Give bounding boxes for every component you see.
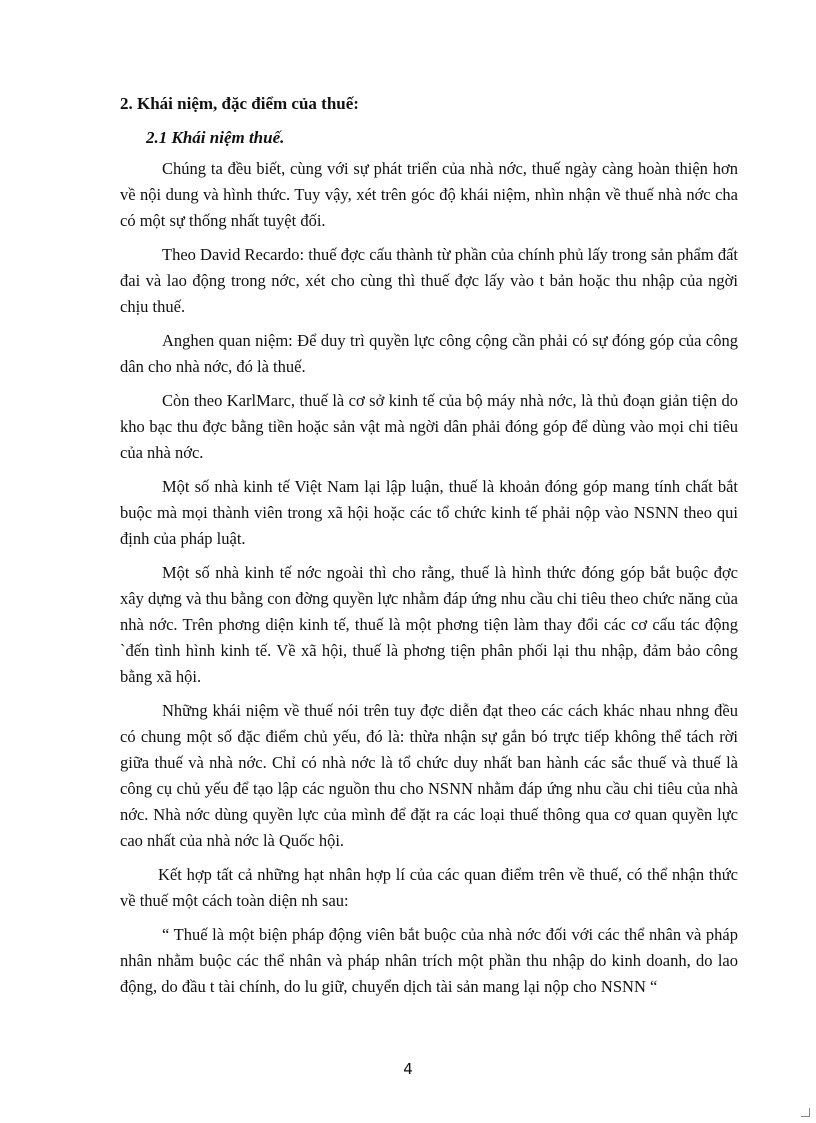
page-corner-mark xyxy=(801,1108,810,1117)
paragraph-vietnam-economists: Một số nhà kinh tế Việt Nam lại lập luận, thuế là khoản đóng góp mang tính chất bắt buộc mà mọi thành viên trong xã hội hoặc các tổ chức kinh tế phải nộp vào NSNN theo qui định của pháp luật. xyxy=(120,477,738,548)
paragraph-recardo: Theo David Recardo: thuế đợc cấu thành từ phần của chính phủ lấy trong sản phẩm đất đai và lao động trong nớc, xét cho cùng thì thuế đợc lấy vào t bản hoặc thu nhập của ngời chịu thuế. xyxy=(120,245,738,316)
paragraph-definition-quote: “ Thuế là một biện pháp động viên bắt buộc của nhà nớc đối với các thể nhân và pháp nhân nhằm buộc các thể nhân và pháp nhân trích một phần thu nhập do kinh doanh, do lao động, do đầu t tài chính, do lu giữ, chuyển dịch tài sản mang lại nộp cho NSNN “ xyxy=(120,925,738,996)
subsection-heading: 2.1 Khái niệm thuế. xyxy=(146,128,285,147)
paragraph-karlmarc: Còn theo KarlMarc, thuế là cơ sở kinh tế của bộ máy nhà nớc, là thủ đoạn giản tiện do kho bạc thu đợc bằng tiền hoặc sản vật mà ngời dân phải đóng góp để dùng vào mọi chi tiêu của nhà nớc. xyxy=(120,391,738,462)
paragraph-common-features: Những khái niệm về thuế nói trên tuy đợc diễn đạt theo các cách khác nhau nhng đều có chung một số đặc điểm chủ yếu, đó là: thừa nhận sự gắn bó trực tiếp không thể tách rời giữa thuế và nhà nớc. Chỉ có nhà nớc là tổ chức duy nhất ban hành các sắc thuế và thuế là công cụ chủ yếu để tạo lập các nguồn thu cho NSNN nhằm đáp ứng nhu cầu chi tiêu của nhà nớc. Nhà nớc dùng quyền lực của mình để đặt ra các loại thuế thông qua cơ quan quyền lực cao nhất của nhà nớc là Quốc hội. xyxy=(120,701,738,850)
page-content xyxy=(120,92,738,1008)
page-number: 4 xyxy=(403,1060,413,1078)
section-heading: 2. Khái niệm, đặc điểm của thuế: xyxy=(120,94,359,113)
paragraph-synthesis: Kết hợp tất cả những hạt nhân hợp lí của các quan điểm trên về thuế, có thể nhận thức về thuế một cách toàn diện nh sau: xyxy=(120,865,738,910)
paragraph-anghen: Anghen quan niệm: Để duy trì quyền lực công cộng cần phải có sự đóng góp của công dân cho nhà nớc, đó là thuế. xyxy=(120,331,738,376)
paragraph-intro: Chúng ta đều biết, cùng với sự phát triển của nhà nớc, thuế ngày càng hoàn thiện hơn về nội dung và hình thức. Tuy vậy, xét trên góc độ khái niệm, nhìn nhận về thuế nhà nớc cha có một sự thống nhất tuyệt đối. xyxy=(120,159,738,230)
paragraph-foreign-economists: Một số nhà kinh tế nớc ngoài thì cho rằng, thuế là hình thức đóng góp bắt buộc đợc xây dựng và thu bằng con đờng quyền lực nhằm đáp ứng nhu cầu chi tiêu theo chức năng của nhà nớc. Trên phơng diện kinh tế, thuế là một phơng tiện làm thay đổi các cơ cấu tác động `đến tình hình kinh tế. Về xã hội, thuế là phơng tiện phân phối lại thu nhập, đảm bảo công bằng xã hội. xyxy=(120,563,738,686)
